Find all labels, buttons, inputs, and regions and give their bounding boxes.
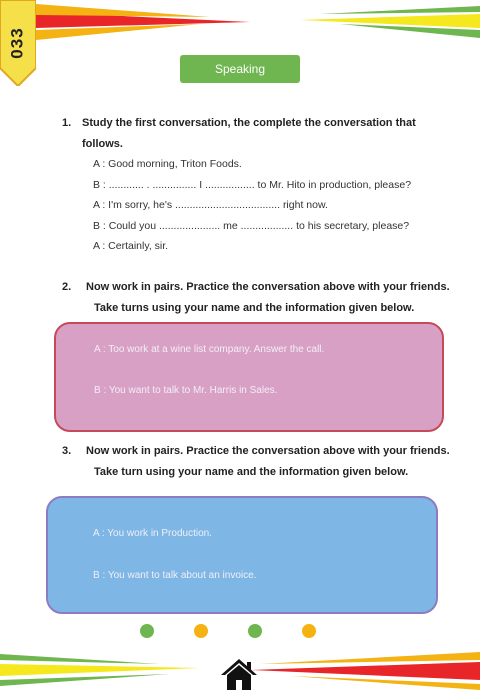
top-right-green-streak: [320, 6, 480, 14]
dialogue-line: A : Good morning, Triton Foods.: [93, 158, 242, 170]
section-title-speaking: [180, 55, 300, 83]
role-card-blue: [46, 496, 438, 614]
page-number: 033: [8, 27, 27, 59]
role-card-line: A : You work in Production.: [93, 528, 212, 539]
role-card-pink: [54, 322, 444, 432]
exercise-2-instruction-line-2: Take turns using your name and the information given below.: [94, 302, 415, 314]
bottom-left-yellow-streak: [0, 664, 200, 676]
exercise-3-instruction-line-2: Take turn using your name and the information given below.: [94, 466, 409, 478]
dialogue-line: A : Certainly, sir.: [93, 240, 169, 252]
role-card-line: A : Too work at a wine list company. Answer the call.: [94, 344, 325, 355]
top-right-yellow-streak: [300, 14, 480, 28]
exercise-1-number: 1.: [62, 117, 72, 129]
section-title-label: Speaking: [214, 62, 266, 76]
role-card-line: B : You want to talk about an invoice.: [93, 570, 257, 581]
bottom-left-green-streak: [0, 654, 160, 664]
top-left-orange-streak: [36, 4, 210, 17]
bottom-right-red-streak: [250, 662, 480, 680]
exercise-3-number: 3.: [62, 445, 72, 457]
bottom-left-green-streak-2: [0, 674, 170, 686]
nav-dot-orange[interactable]: [194, 624, 208, 638]
exercise-3-instruction-line-1: Now work in pairs. Practice the conversation above with your friends.: [86, 445, 450, 457]
nav-dot-green[interactable]: [248, 624, 262, 638]
role-card-line: B : You want to talk to Mr. Harris in Sales.: [94, 385, 278, 396]
dialogue-line: B : ............ . ............... I ................. to Mr. Hito in production, please?: [93, 179, 412, 191]
home-icon[interactable]: [220, 657, 258, 691]
dialogue-line: A : I'm sorry, he's .................................... right now.: [93, 199, 328, 211]
bottom-right-orange-streak: [260, 652, 480, 664]
exercise-2-instruction-line-1: Now work in pairs. Practice the conversation above with your friends.: [86, 281, 450, 293]
dialogue-line: B : Could you ..................... me .................. to his secretary, please?: [93, 220, 410, 232]
exercise-1-instruction-line-1: Study the first conversation, the complete the conversation that: [82, 117, 416, 129]
exercise-1-instruction-line-2: follows.: [82, 138, 123, 150]
nav-dot-green[interactable]: [140, 624, 154, 638]
nav-dot-orange[interactable]: [302, 624, 316, 638]
exercise-2-number: 2.: [62, 281, 72, 293]
